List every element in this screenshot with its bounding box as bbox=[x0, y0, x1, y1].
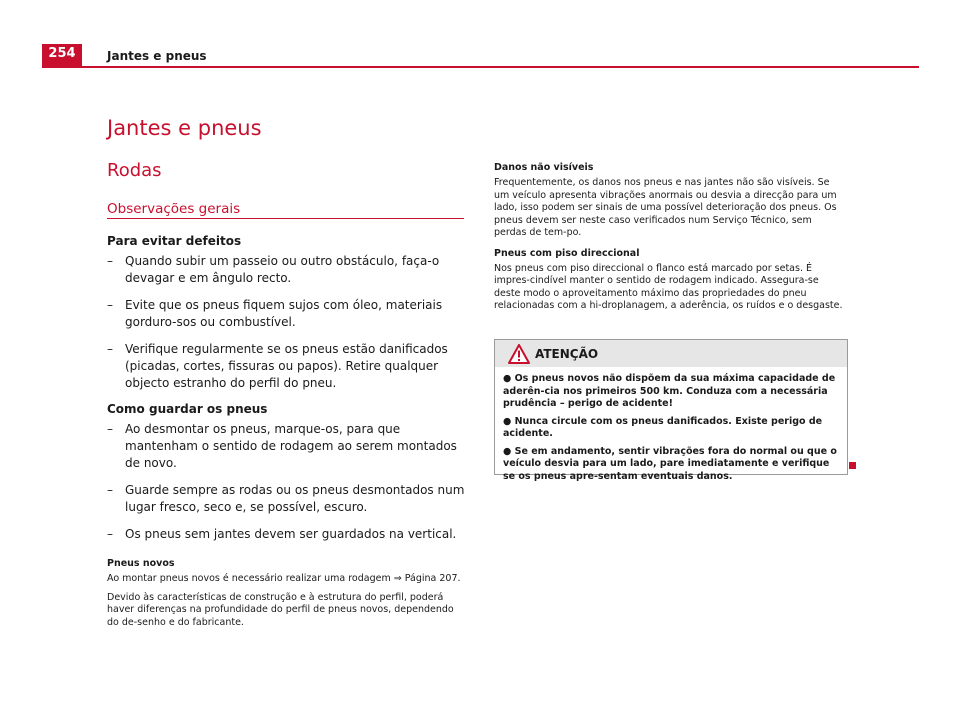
warning-item bbox=[503, 446, 839, 484]
warning-item bbox=[503, 416, 839, 441]
list-item-text: Quando subir um passeio ou outro obstáculo, faça-o devagar e em ângulo recto. bbox=[125, 254, 440, 285]
list-item-text: Os pneus sem jantes devem ser guardados na vertical. bbox=[125, 527, 457, 541]
directional-tread-heading: Pneus com piso direccional bbox=[494, 247, 640, 259]
subsection-title: Observações gerais bbox=[107, 201, 241, 217]
warning-title: ATENÇÃO bbox=[535, 347, 599, 361]
bullet-dot: ● bbox=[503, 373, 512, 384]
new-tyres-heading: Pneus novos bbox=[107, 558, 175, 569]
dash-bullet: – bbox=[107, 342, 113, 356]
warning-item-text: Se em andamento, sentir vibrações fora do normal ou que o veículo desvia para um lado, pare imediatamente e verifique se os pneus apre-sentam eventuais danos. bbox=[503, 445, 837, 482]
list-item-text: Guarde sempre as rodas ou os pneus desmontados num lugar fresco, seco e, se possível, escuro. bbox=[125, 483, 465, 514]
hidden-damage-paragraph: Frequentemente, os danos nos pneus e nas jantes não são visíveis. Se um veículo apresenta vibrações anormais ou desvia a direcção para um lado, isso podem ser sinais de uma possível deterioração dos pneus. Os pneus devem ser neste caso verificados num Serviço Técnico, sem perdas de tem-po. bbox=[494, 177, 837, 238]
list-item bbox=[107, 253, 467, 287]
list-item-text: Evite que os pneus fiquem sujos com óleo, materiais gorduro-sos ou combustível. bbox=[125, 298, 443, 329]
bullet-dot: ● bbox=[503, 445, 512, 457]
list-item-text: Verifique regularmente se os pneus estão danificados (picadas, cortes, fissuras ou papos). Retire qualquer objecto estranho do perfil do pneu. bbox=[125, 342, 448, 390]
warning-item bbox=[503, 373, 839, 411]
avoid-defects-heading: Para evitar defeitos bbox=[107, 234, 242, 248]
warning-item-text: Nunca circule com os pneus danificados. Existe perigo de acidente. bbox=[503, 415, 823, 439]
directional-tread-paragraph: Nos pneus com piso direccional o flanco está marcado por setas. É impres-cindível manter o sentido de rodagem indicado. Assegura-se deste modo o aproveitamento máximo das propriedades do pneu relacionadas com a hi-droplanagem, a aderência, os ruídos e o desgaste. bbox=[494, 262, 843, 311]
chapter-title: Jantes e pneus bbox=[107, 116, 262, 140]
left-column bbox=[107, 233, 467, 635]
dash-bullet: – bbox=[107, 298, 113, 312]
list-item bbox=[107, 526, 467, 543]
list-item bbox=[107, 341, 467, 392]
running-header-title: Jantes e pneus bbox=[107, 49, 207, 63]
new-tyres-paragraph-2: Devido às características de construção e à estrutura do perfil, poderá haver diferenças na profundidade do perfil de pneus novos, dependendo do de-senho e do fabricante. bbox=[107, 591, 454, 628]
dash-bullet: – bbox=[107, 527, 113, 541]
warning-header bbox=[495, 340, 847, 367]
list-item bbox=[107, 482, 467, 516]
right-column bbox=[494, 161, 846, 320]
subsection-rule bbox=[107, 218, 464, 219]
hidden-damage-heading: Danos não visíveis bbox=[494, 162, 594, 173]
dash-bullet: – bbox=[107, 422, 113, 436]
bullet-dot: ● bbox=[503, 415, 512, 427]
store-tyres-heading: Como guardar os pneus bbox=[107, 402, 268, 416]
list-item-text: Ao desmontar os pneus, marque-os, para que mantenham o sentido de rodagem ao serem montados de novo. bbox=[125, 422, 457, 470]
list-item bbox=[107, 297, 467, 331]
section-end-marker bbox=[849, 462, 856, 469]
section-title: Rodas bbox=[107, 160, 162, 181]
warning-body bbox=[503, 373, 839, 488]
list-item bbox=[107, 421, 467, 472]
warning-item-text: Os pneus novos não dispõem da sua máxima capacidade de aderên-cia nos primeiros 500 km. Conduza com a necessária prudência – perigo de acidente! bbox=[503, 373, 836, 409]
dash-bullet: – bbox=[107, 483, 113, 497]
dash-bullet: – bbox=[107, 254, 113, 268]
header-rule bbox=[42, 66, 919, 68]
page-number: 254 bbox=[48, 46, 76, 61]
warning-box bbox=[494, 339, 848, 482]
warning-triangle-icon bbox=[508, 344, 530, 364]
new-tyres-paragraph-1: Ao montar pneus novos é necessário realizar uma rodagem ⇒ Página 207. bbox=[107, 573, 461, 584]
